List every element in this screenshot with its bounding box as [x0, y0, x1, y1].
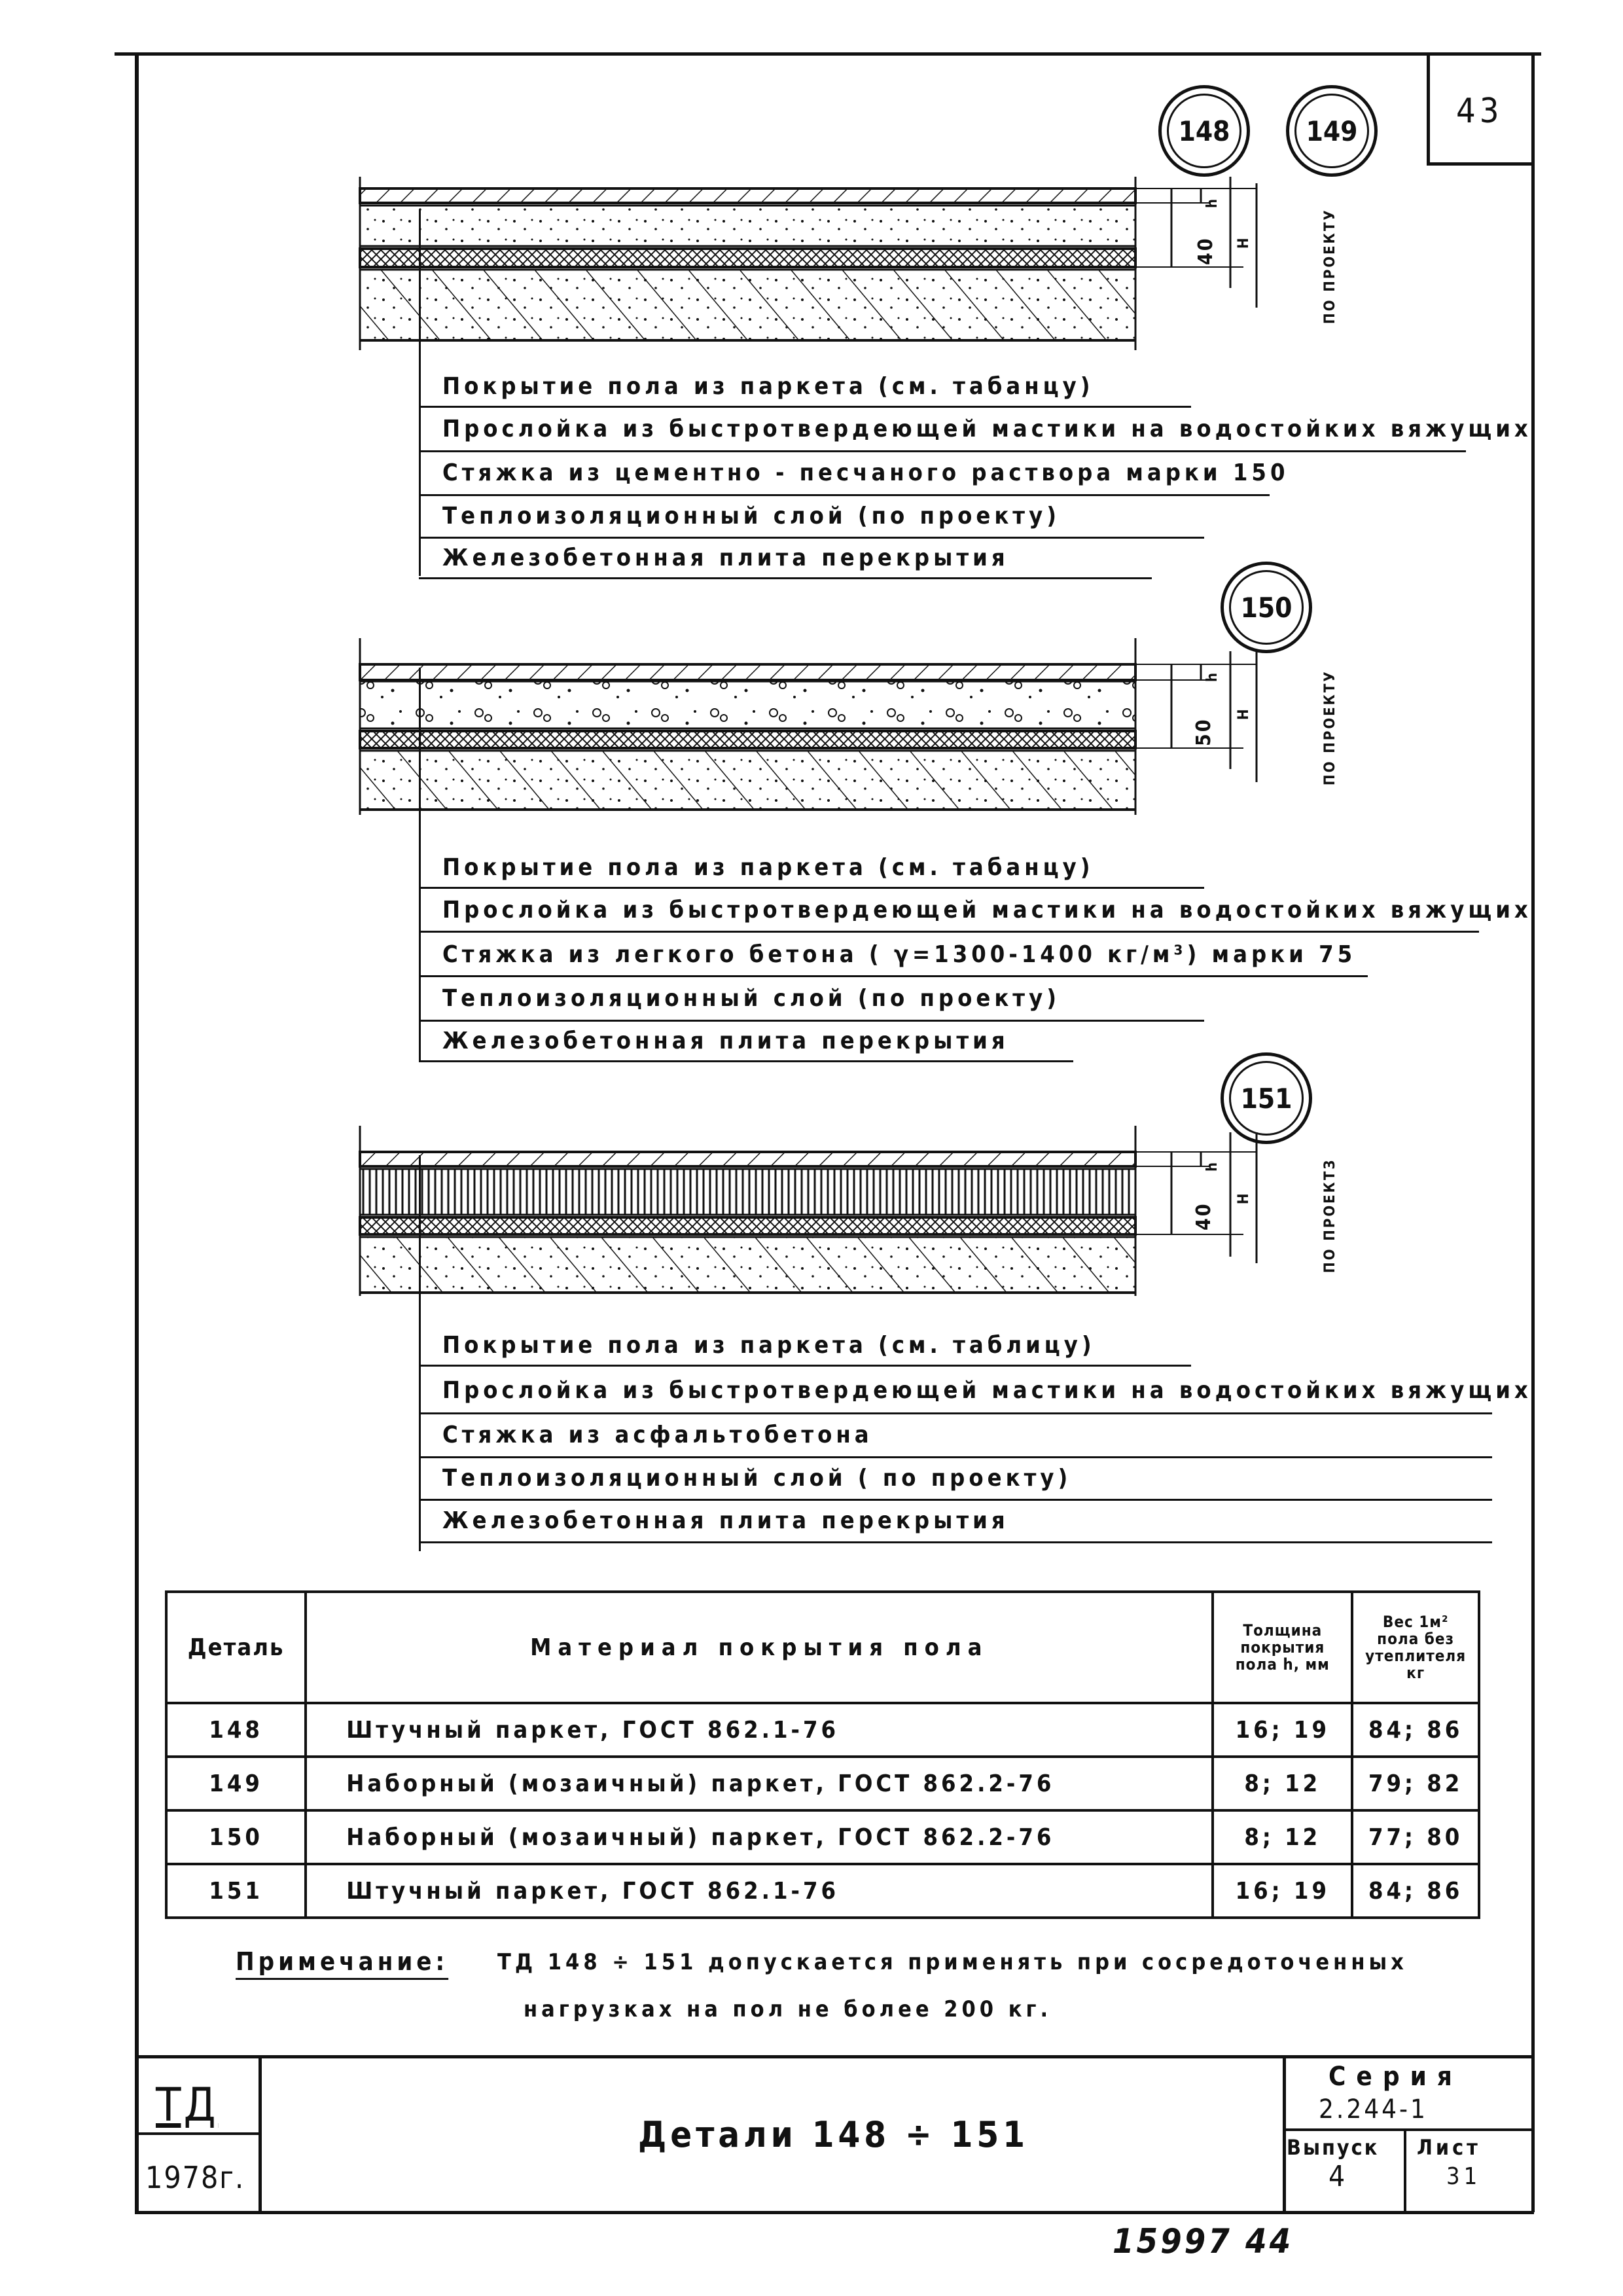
detail2-layer-5: Железобетонная плита перекрытия	[442, 1028, 1009, 1054]
detail1-layer-2-line	[419, 450, 1466, 452]
row-material: Наборный (мозаичный) паркет, ГОСТ 862.2-76	[306, 1757, 1213, 1810]
detail1-layer-5: Железобетонная плита перекрытия	[442, 545, 1009, 571]
detail1-dim-H: H	[1236, 236, 1252, 249]
detail2-dim-h: h	[1204, 670, 1221, 682]
detail1-layer-1: Покрытие пола из паркета (см. табанцу)	[442, 373, 1094, 400]
row-thickness: 16; 19	[1213, 1703, 1352, 1757]
table-row	[166, 1810, 1479, 1864]
detail2-dim-50: 50	[1192, 717, 1215, 746]
sheet-number-box-left	[1427, 52, 1430, 165]
stamp-title: Детали 148 ÷ 151	[638, 2114, 1029, 2155]
floor-section-3	[353, 1126, 1335, 1322]
stamp-top	[135, 2055, 1534, 2058]
frame-right	[1531, 52, 1535, 2212]
detail-marker-149: 149	[1286, 85, 1378, 177]
table-header-row	[166, 1592, 1479, 1703]
frame-bottom	[135, 2211, 1534, 2214]
detail1-dim-h: h	[1204, 196, 1221, 208]
header-material: Материал покрытия пола	[306, 1592, 1213, 1703]
frame-top	[115, 52, 1541, 56]
detail2-projekt: ПО ПРОЕКТУ	[1322, 670, 1338, 785]
header-detail: Деталь	[166, 1592, 306, 1703]
stamp-issue-value: 4	[1329, 2160, 1349, 2193]
stamp-sheet-label: Лист	[1417, 2135, 1481, 2160]
detail2-dim-H: H	[1236, 707, 1252, 720]
detail3-layer-2: Прослойка из быстротвердеющей мастики на водостойких вяжущих	[442, 1377, 1532, 1404]
floor-section-1	[353, 177, 1335, 373]
detail1-layer-3-line	[419, 494, 1270, 496]
note-line-1: ТД 148 ÷ 151 допускается применять при сосредоточенных	[497, 1949, 1408, 1975]
detail2-layer-5-line	[419, 1060, 1073, 1062]
note-label: Примечание:	[236, 1947, 449, 1976]
stamp-sheet-value: 31	[1446, 2163, 1482, 2190]
detail1-layer-1-line	[419, 406, 1191, 408]
row-detail: 150	[166, 1810, 306, 1864]
floor-section-2	[353, 638, 1335, 834]
detail1-layer-3: Стяжка из цементно - песчаного раствора марки 150	[442, 459, 1289, 486]
detail1-projekt: ПО ПРОЕКТУ	[1322, 208, 1338, 324]
frame-left	[135, 52, 139, 2212]
detail1-layer-2: Прослойка из быстротвердеющей мастики на водостойких вяжущих	[442, 416, 1532, 442]
stamp-issue-label: Выпуск	[1287, 2135, 1380, 2160]
stamp-year: 1978г.	[145, 2160, 245, 2195]
detail3-dim-H: H	[1236, 1191, 1252, 1204]
row-thickness: 16; 19	[1213, 1864, 1352, 1918]
detail2-layer-1: Покрытие пола из паркета (см. табанцу)	[442, 854, 1094, 881]
stamp-issue-divider	[1404, 2128, 1406, 2212]
stamp-divider-2	[1283, 2055, 1286, 2212]
row-material: Штучный паркет, ГОСТ 862.1-76	[306, 1703, 1213, 1757]
header-thickness: Толщина покрытия пола h, мм	[1213, 1592, 1352, 1703]
material-table	[165, 1590, 1480, 1919]
detail1-layer-4: Теплоизоляционный слой (по проекту)	[442, 503, 1060, 529]
detail3-layer-4: Теплоизоляционный слой ( по проекту)	[442, 1465, 1072, 1492]
row-weight: 84; 86	[1352, 1703, 1479, 1757]
stamp-series-label: Серия	[1329, 2062, 1463, 2092]
stamp-series-divider	[1283, 2128, 1533, 2131]
header-weight: Вес 1м² пола без утеплителя кг	[1352, 1592, 1479, 1703]
row-detail: 148	[166, 1703, 306, 1757]
row-weight: 77; 80	[1352, 1810, 1479, 1864]
detail3-layer-1: Покрытие пола из паркета (см. таблицу)	[442, 1332, 1096, 1359]
row-weight: 84; 86	[1352, 1864, 1479, 1918]
detail2-leader	[419, 668, 421, 1060]
sheet-number: 43	[1456, 92, 1503, 131]
detail1-dim-40: 40	[1194, 236, 1217, 265]
row-thickness: 8; 12	[1213, 1757, 1352, 1810]
row-detail: 149	[166, 1757, 306, 1810]
detail3-layer-4-line	[419, 1499, 1492, 1501]
detail2-layer-2: Прослойка из быстротвердеющей мастики на водостойких вяжущих	[442, 897, 1532, 924]
detail3-dim-h: h	[1204, 1160, 1221, 1172]
row-material: Штучный паркет, ГОСТ 862.1-76	[306, 1864, 1213, 1918]
detail1-leader	[419, 209, 421, 576]
stamp-org-divider	[135, 2132, 259, 2135]
detail3-dim-40: 40	[1192, 1202, 1215, 1230]
table-row	[166, 1757, 1479, 1810]
note-line-2: нагрузках на пол не более 200 кг.	[524, 1996, 1052, 2022]
detail3-layer-3: Стяжка из асфальтобетона	[442, 1422, 873, 1448]
detail3-layer-1-line	[419, 1365, 1191, 1367]
row-detail: 151	[166, 1864, 306, 1918]
detail2-layer-4-line	[419, 1020, 1204, 1022]
detail2-layer-3: Стяжка из легкого бетона ( γ=1300-1400 кг/м³) марки 75	[442, 941, 1357, 968]
detail3-layer-5-line	[419, 1541, 1492, 1543]
detail3-layer-3-line	[419, 1456, 1492, 1458]
row-material: Наборный (мозаичный) паркет, ГОСТ 862.2-76	[306, 1810, 1213, 1864]
row-weight: 79; 82	[1352, 1757, 1479, 1810]
detail-marker-150: 150	[1221, 562, 1312, 653]
inventory-number: 15997 44	[1113, 2222, 1294, 2261]
detail3-layer-5: Железобетонная плита перекрытия	[442, 1507, 1009, 1534]
stamp-series-value: 2.244-1	[1319, 2094, 1428, 2125]
detail2-layer-3-line	[419, 975, 1368, 977]
detail2-layer-4: Теплоизоляционный слой (по проекту)	[442, 985, 1060, 1012]
detail2-layer-1-line	[419, 887, 1204, 889]
detail-marker-151: 151	[1221, 1052, 1312, 1144]
detail-marker-148: 148	[1158, 85, 1250, 177]
detail3-projekt: ПО ПРОЕКТЗ	[1322, 1158, 1338, 1273]
table-row	[166, 1703, 1479, 1757]
detail1-layer-4-line	[419, 537, 1204, 539]
sheet-number-box-bottom	[1427, 162, 1533, 166]
detail2-layer-2-line	[419, 931, 1479, 933]
row-thickness: 8; 12	[1213, 1810, 1352, 1864]
table-row	[166, 1864, 1479, 1918]
stamp-org: ТД	[156, 2078, 219, 2132]
detail1-layer-5-line	[419, 577, 1152, 579]
detail3-leader	[419, 1155, 421, 1551]
detail3-layer-2-line	[419, 1412, 1492, 1414]
